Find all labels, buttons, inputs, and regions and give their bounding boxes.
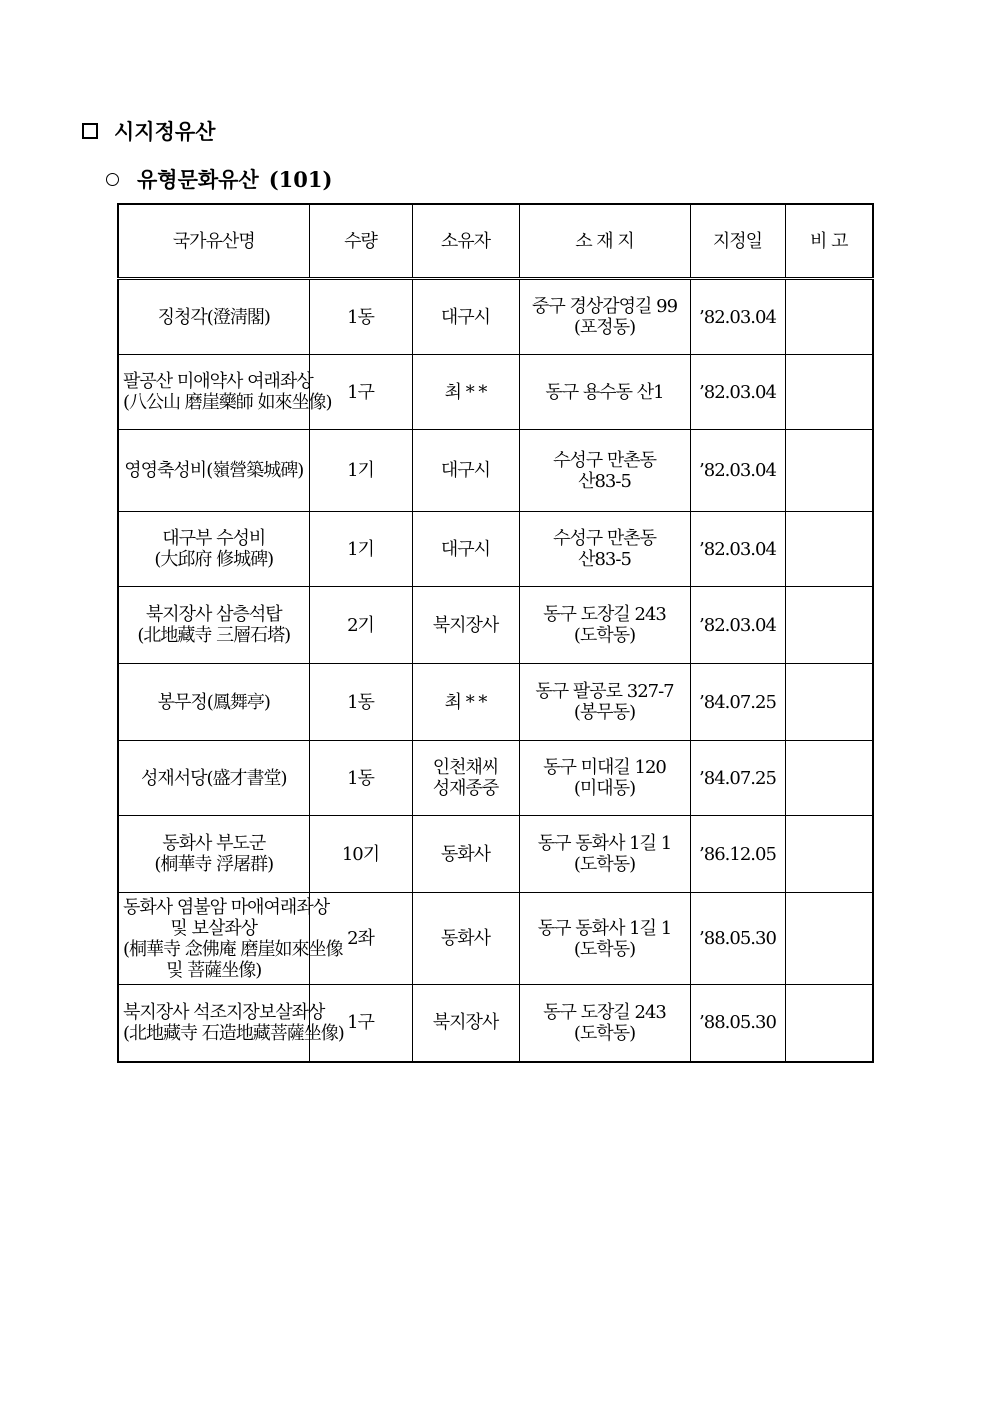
cell-date: ’84.07.25 <box>690 741 785 816</box>
subsection-heading <box>106 164 332 194</box>
cell-owner-line: 북지장사 <box>432 614 499 636</box>
cell-owner <box>412 816 519 893</box>
cell-location-line: (포정동) <box>573 317 636 338</box>
cell-location-line: (도학동) <box>573 938 636 960</box>
section-heading <box>82 116 215 146</box>
cell-location-line: 수성구 만촌동 <box>552 449 657 471</box>
cell-owner-line: 성재종중 <box>432 778 499 799</box>
cell-name-line: 및 菩薩坐像) <box>166 959 262 981</box>
cell-location-line: 수성구 만촌동 <box>552 528 657 549</box>
circle-bullet-icon <box>106 173 119 186</box>
cell-date: ’84.07.25 <box>690 664 785 741</box>
table-row <box>118 816 873 893</box>
cell-owner-line: 동화사 <box>440 843 491 865</box>
cell-owner-line: 인천채씨 <box>432 757 499 778</box>
cell-date: ’82.03.04 <box>690 512 785 587</box>
header-quantity: 수량 <box>309 204 412 279</box>
table-row <box>118 893 873 985</box>
cell-date: ’82.03.04 <box>690 430 785 512</box>
cell-owner-line: 대구시 <box>440 460 491 481</box>
table-row <box>118 355 873 430</box>
cell-location-line: 동구 도장길 243 <box>543 1001 666 1023</box>
cell-location-line: (도학동) <box>573 854 636 875</box>
cell-quantity: 1기 <box>309 512 412 587</box>
cell-name-line: 대구부 수성비 <box>162 528 266 549</box>
cell-quantity: 1기 <box>309 430 412 512</box>
subsection-heading-count: (101) <box>268 166 333 192</box>
cell-location <box>519 893 690 985</box>
cell-name <box>118 279 309 355</box>
cell-quantity: 10기 <box>309 816 412 893</box>
cell-note <box>785 664 873 741</box>
section-heading-text: 시지정유산 <box>114 119 216 144</box>
cell-owner <box>412 512 519 587</box>
cell-date: ’88.05.30 <box>690 893 785 985</box>
cell-location-line: 산83-5 <box>578 470 631 492</box>
cell-location <box>519 816 690 893</box>
cell-date: ’82.03.04 <box>690 587 785 664</box>
cell-location <box>519 587 690 664</box>
cell-note <box>785 741 873 816</box>
cell-name-line: 북지장사 석조지장보살좌상 <box>123 1001 325 1023</box>
cell-location-line: 동구 용수동 산1 <box>545 381 664 403</box>
cell-owner <box>412 893 519 985</box>
table-row <box>118 985 873 1062</box>
table-row <box>118 512 873 587</box>
cell-name <box>118 816 309 893</box>
cell-owner <box>412 985 519 1062</box>
cell-location-line: 동구 동화사 1길 1 <box>537 833 672 854</box>
cell-name-line: (大邱府 修城碑) <box>154 549 274 570</box>
cell-quantity: 2좌 <box>309 893 412 985</box>
table-row <box>118 664 873 741</box>
cell-name-line: 동화사 부도군 <box>162 833 266 854</box>
table-row <box>118 279 873 355</box>
cell-location <box>519 512 690 587</box>
cell-note <box>785 279 873 355</box>
cell-location-line: 동구 동화사 1길 1 <box>537 917 672 939</box>
cell-note <box>785 893 873 985</box>
cell-name-line: (桐華寺 念佛庵 磨崖如來坐像 <box>123 938 343 960</box>
header-name: 국가유산명 <box>118 204 309 279</box>
cell-date: ’82.03.04 <box>690 279 785 355</box>
heritage-table <box>117 203 874 1063</box>
header-location: 소 재 지 <box>519 204 690 279</box>
cell-name-line: 징청각(澄淸閣) <box>157 306 270 328</box>
cell-name-line: (北地藏寺 石造地藏菩薩坐像) <box>123 1022 344 1044</box>
table-body <box>118 279 873 1062</box>
cell-name <box>118 512 309 587</box>
cell-name-line: 성재서당(盛才書堂) <box>140 767 287 789</box>
cell-note <box>785 587 873 664</box>
cell-owner <box>412 741 519 816</box>
cell-name-line: 영영축성비(嶺營築城碑) <box>124 460 304 481</box>
cell-name <box>118 893 343 985</box>
cell-quantity: 1구 <box>309 355 412 430</box>
table-row <box>118 587 873 664</box>
header-owner: 소유자 <box>412 204 519 279</box>
cell-owner-line: 대구시 <box>440 538 491 560</box>
cell-name-line: 및 보살좌상 <box>170 917 258 939</box>
cell-date: ’88.05.30 <box>690 985 785 1062</box>
cell-owner <box>412 587 519 664</box>
cell-location-line: 산83-5 <box>578 549 631 570</box>
cell-note <box>785 430 873 512</box>
cell-location-line: 동구 미대길 120 <box>543 757 666 778</box>
subsection-heading-label: 유형문화유산 <box>137 167 259 192</box>
cell-name-line: 팔공산 미애약사 여래좌상 <box>123 371 313 392</box>
cell-name-line: (桐華寺 浮屠群) <box>154 854 274 875</box>
cell-name-line: 북지장사 삼층석탑 <box>145 604 282 625</box>
cell-location-line: 동구 팔공로 327-7 <box>535 681 674 702</box>
cell-name-line: 동화사 염불암 마애여래좌상 <box>123 896 330 918</box>
header-date: 지정일 <box>690 204 785 279</box>
cell-location-line: 중구 경상감영길 99 <box>531 296 678 317</box>
cell-owner-line: 대구시 <box>440 306 491 328</box>
table-row <box>118 430 873 512</box>
cell-location-line: (봉무동) <box>573 702 636 723</box>
cell-quantity: 1구 <box>309 985 412 1062</box>
cell-note <box>785 985 873 1062</box>
cell-note <box>785 355 873 430</box>
table-row <box>118 741 873 816</box>
cell-owner <box>412 664 519 741</box>
header-note: 비 고 <box>785 204 873 279</box>
cell-location <box>519 430 690 512</box>
cell-date: ’82.03.04 <box>690 355 785 430</box>
cell-name-line: 봉무정(鳳舞亭) <box>157 691 270 713</box>
cell-owner-line: 북지장사 <box>432 1012 499 1034</box>
cell-location-line: 동구 도장길 243 <box>543 604 666 625</box>
cell-location <box>519 279 690 355</box>
cell-name <box>118 355 332 430</box>
cell-name <box>118 587 309 664</box>
cell-location <box>519 741 690 816</box>
cell-location <box>519 664 690 741</box>
cell-location <box>519 355 690 430</box>
cell-name <box>118 430 309 512</box>
table-header-row <box>118 204 873 279</box>
cell-name-line: (八公山 磨崖藥師 如來坐像) <box>123 392 332 413</box>
cell-owner <box>412 355 519 430</box>
cell-location-line: (도학동) <box>573 625 636 646</box>
cell-note <box>785 512 873 587</box>
cell-location-line: (미대동) <box>573 778 636 799</box>
cell-name <box>118 664 309 741</box>
cell-location-line: (도학동) <box>573 1022 636 1044</box>
cell-owner <box>412 279 519 355</box>
cell-owner <box>412 430 519 512</box>
cell-owner-line: 동화사 <box>440 928 491 949</box>
cell-quantity: 1동 <box>309 279 412 355</box>
cell-name <box>118 985 344 1062</box>
checkbox-square-icon <box>82 123 98 139</box>
cell-owner-line: 최 * * <box>444 691 487 713</box>
cell-name <box>118 741 309 816</box>
cell-quantity: 1동 <box>309 741 412 816</box>
cell-quantity: 2기 <box>309 587 412 664</box>
cell-quantity: 1동 <box>309 664 412 741</box>
cell-note <box>785 816 873 893</box>
cell-date: ’86.12.05 <box>690 816 785 893</box>
cell-name-line: (北地藏寺 三層石塔) <box>137 625 291 646</box>
cell-location <box>519 985 690 1062</box>
cell-owner-line: 최 * * <box>444 381 487 403</box>
